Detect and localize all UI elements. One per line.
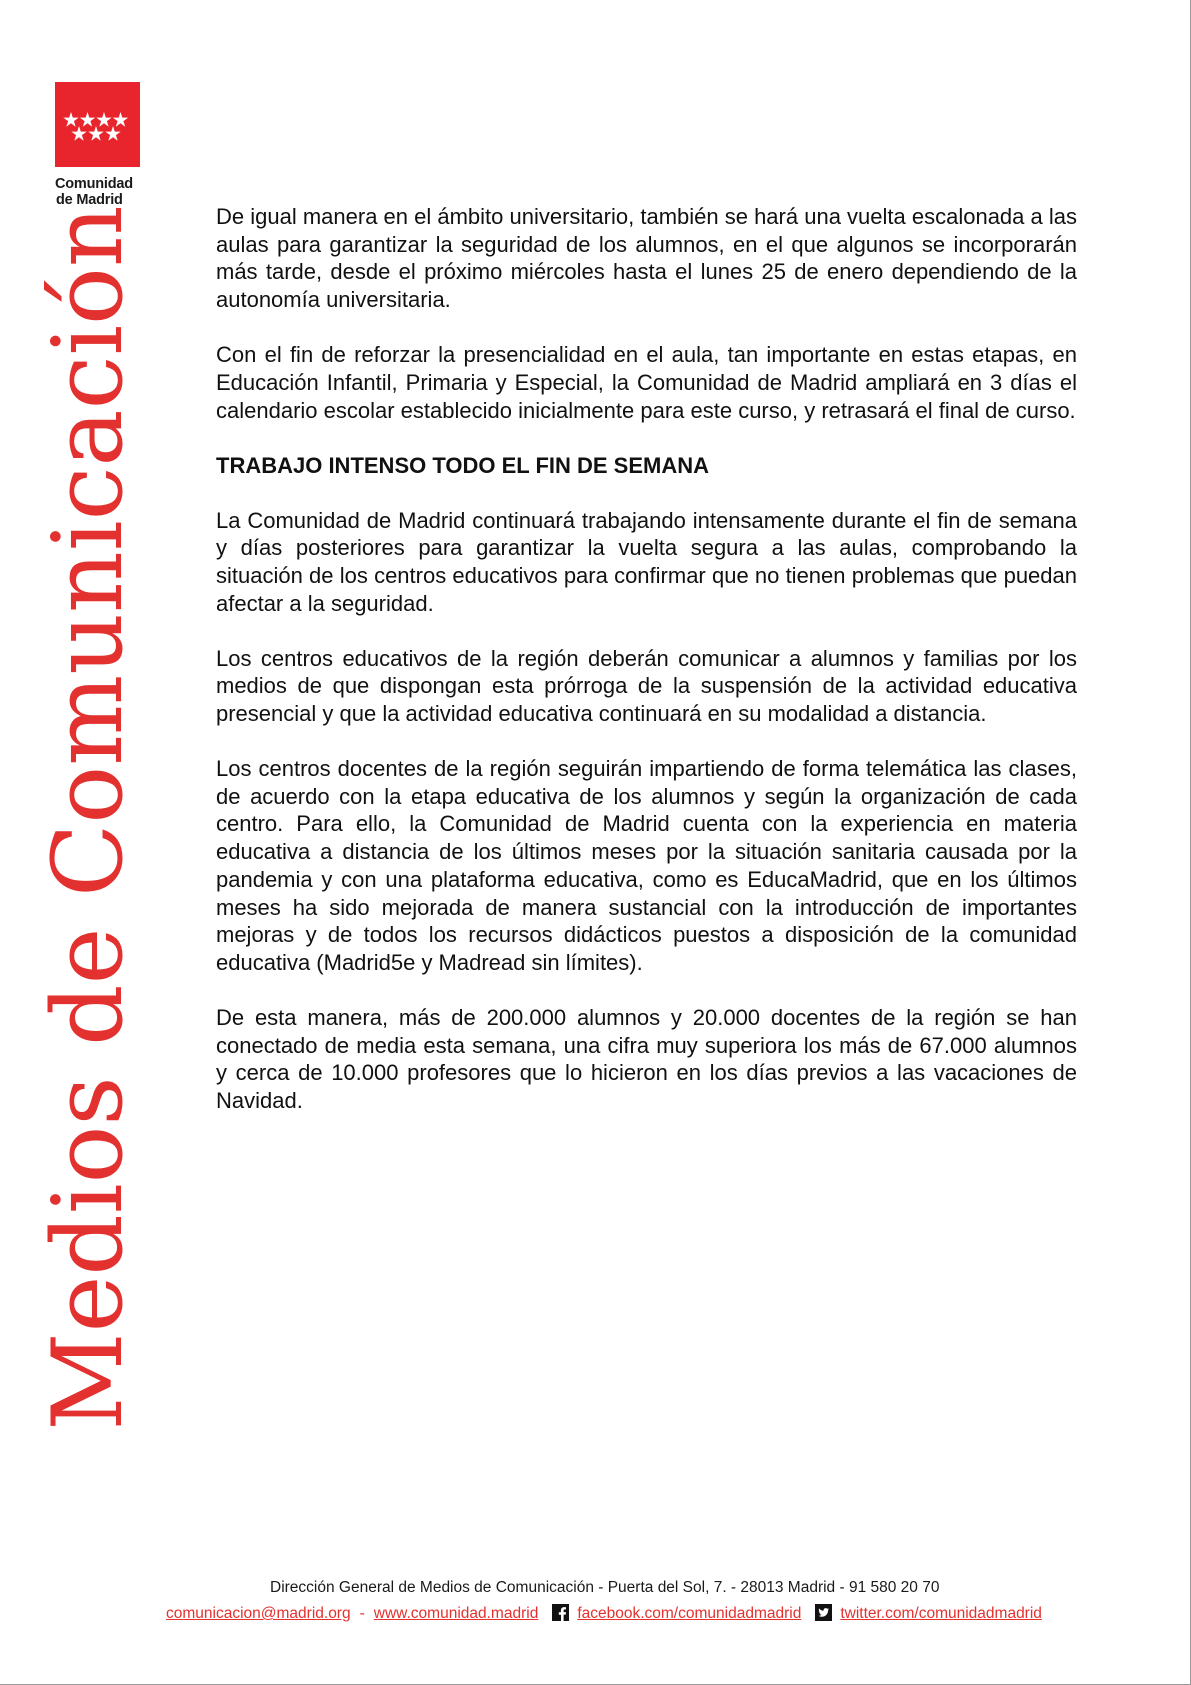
footer-separator: - bbox=[359, 1605, 365, 1622]
facebook-link[interactable]: facebook.com/comunidadmadrid bbox=[577, 1605, 802, 1622]
body-paragraph: De igual manera en el ámbito universitario, también se hará una vuelta escalonada a las aulas para garantizar la seguridad de los alumnos, en el que algunos se incorporarán más tarde, desde el próximo miércoles hasta el lunes 25 de enero dependiendo de la autonomía universitaria. bbox=[216, 204, 1077, 313]
masthead-vertical-title: Medios de Comunicación bbox=[32, 205, 144, 1431]
footer-links bbox=[166, 1605, 1042, 1623]
logo-line-1: Comunidad bbox=[55, 176, 133, 192]
body-paragraph: Con el fin de reforzar la presencialidad en el aula, tan importante en estas etapas, en Educación Infantil, Primaria y Especial, la Comunidad de Madrid ampliará en 3 días el calendario escolar establecido inicialmente para este curso, y retrasará el final de curso. bbox=[216, 342, 1077, 423]
comunidad-de-madrid-logo bbox=[55, 82, 141, 208]
press-release-body bbox=[216, 203, 1077, 1142]
star-icon bbox=[55, 82, 140, 167]
email-link[interactable]: comunicacion@madrid.org bbox=[166, 1605, 351, 1622]
twitter-link[interactable]: twitter.com/comunidadmadrid bbox=[840, 1605, 1042, 1622]
logo-wordmark bbox=[55, 176, 141, 208]
logo-stars-emblem bbox=[55, 82, 140, 167]
body-paragraph: De esta manera, más de 200.000 alumnos y 20.000 docentes de la región se han conectado de media esta semana, una cifra muy superiora los más de 67.000 alumnos y cerca de 10.000 profesores que lo hicieron en los días previos a las vacaciones de Navidad. bbox=[216, 1004, 1077, 1114]
body-paragraph: La Comunidad de Madrid continuará trabajando intensamente durante el fin de semana y días posteriores para garantizar la vuelta segura a las aulas, comprobando la situación de los centros educativos para confirmar que no tienen problemas que puedan afectar a la seguridad. bbox=[216, 507, 1077, 616]
section-heading: TRABAJO INTENSO TODO EL FIN DE SEMANA bbox=[216, 452, 710, 478]
body-paragraph: Los centros educativos de la región deberán comunicar a alumnos y familias por los medios de que dispongan esta prórroga de la suspensión de la actividad educativa presencial y que la actividad educativa continuará en su modalidad a distancia. bbox=[216, 645, 1077, 727]
body-paragraph: Los centros docentes de la región seguirán impartiendo de forma telemática las clases, de acuerdo con la etapa educativa de los alumnos y según la organización de cada centro. Para ello, la Comunidad de Madrid cuenta con la experiencia en materia educativa a distancia de los últimos meses por la situación sanitaria causada por la pandemia y con una plataforma educativa, como es EducaMadrid, que en los últimos meses ha sido mejorada de manera sustancial con la introducción de importantes mejoras y de todos los recursos didácticos puestos a disposición de la comunidad educativa (Madrid5e y Madread sin límites). bbox=[216, 756, 1077, 975]
logo-line-2: de Madrid bbox=[56, 192, 123, 208]
footer-address: Dirección General de Medios de Comunicación - Puerta del Sol, 7. - 28013 Madrid - 91 580 20 70 bbox=[270, 1579, 940, 1596]
twitter-icon[interactable] bbox=[815, 1604, 832, 1621]
facebook-icon[interactable] bbox=[552, 1604, 569, 1621]
website-link[interactable]: www.comunidad.madrid bbox=[373, 1605, 539, 1622]
